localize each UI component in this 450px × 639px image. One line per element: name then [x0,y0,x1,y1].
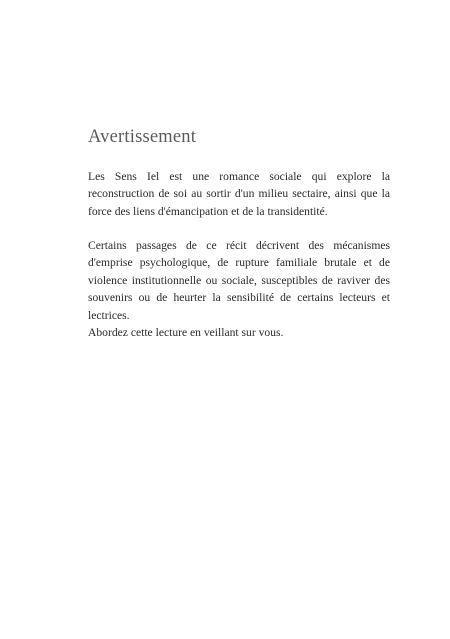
paragraph-care-note: Abordez cette lecture en veillant sur vous. [88,326,284,339]
paragraph-intro: Les Sens Iel est une romance sociale qui explore la reconstruction de soi au sortir d'un milieu sectaire, ainsi que la force des liens d'émancipation et de la transidentité. [88,170,390,218]
page-title: Avertissement [88,127,197,147]
paragraph-content-warning: Certains passages de ce récit décrivent des mécanismes d'emprise psychologique, de rupture familiale brutale et de violence institutionnelle ou sociale, susceptibles de raviver des souvenirs ou de heurter la sensibilité de certains lecteurs et lectrices. [88,239,390,322]
